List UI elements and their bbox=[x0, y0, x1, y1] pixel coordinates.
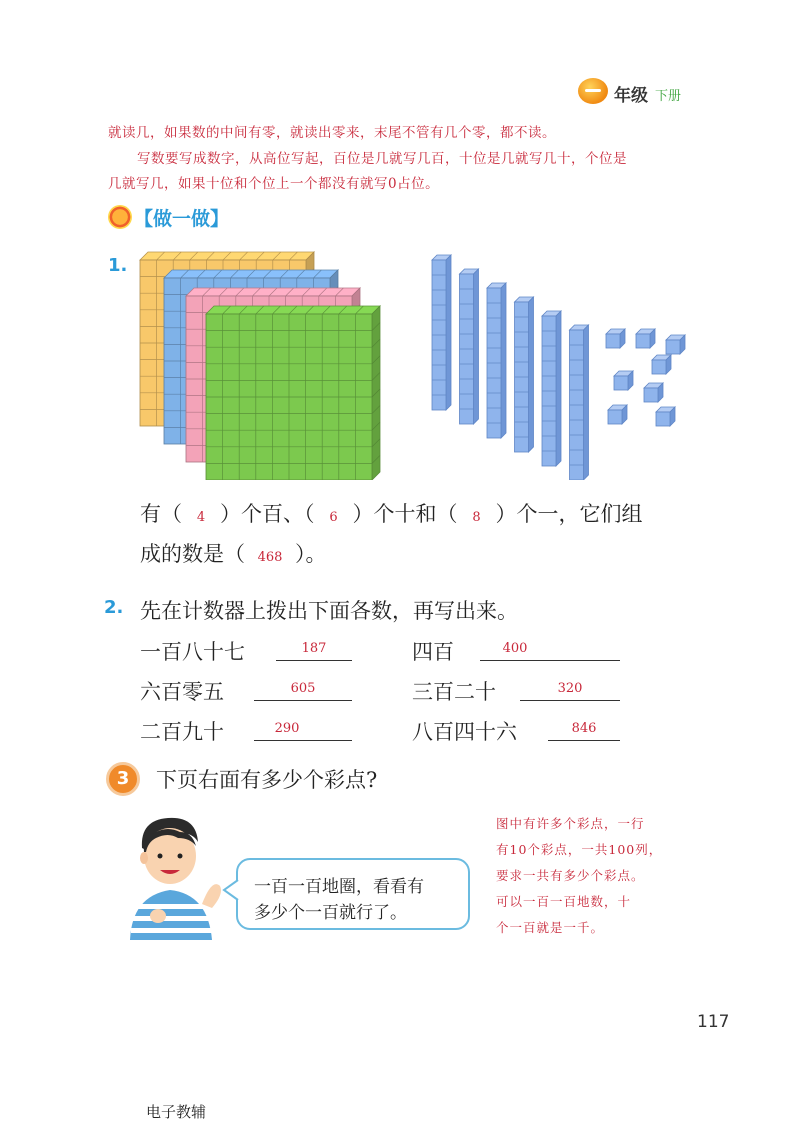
q2-blank-4 bbox=[520, 700, 620, 701]
answer-hundreds: 4 bbox=[196, 510, 206, 525]
q2-label-4: 三百二十 bbox=[412, 680, 496, 704]
q2-label-6: 八百四十六 bbox=[412, 720, 517, 744]
q1-text-4: ）个一，它们组 bbox=[495, 502, 643, 526]
q2-blank-2 bbox=[480, 660, 620, 661]
q2-answer-3: 605 bbox=[290, 681, 316, 696]
question-3-number: 3 bbox=[106, 762, 140, 796]
bubble-line-1: 一百一百地圈，看看有 bbox=[254, 877, 424, 897]
q1-text-5: 成的数是（ bbox=[140, 542, 245, 566]
note-line-2: 写数要写成数字，从高位写起，百位是几就写几百，十位是几就写几十，个位是 bbox=[137, 151, 627, 167]
q2-answer-4: 320 bbox=[557, 681, 583, 696]
unit-cubes bbox=[606, 329, 685, 426]
note-line-3: 几就写几，如果十位和个位上一个都没有就写0占位。 bbox=[108, 176, 440, 192]
q2-blank-3 bbox=[254, 700, 352, 701]
speech-bubble-tail bbox=[222, 878, 240, 902]
answer-ones: 8 bbox=[472, 510, 481, 525]
q2-blank-5 bbox=[254, 740, 352, 741]
side-note-line-1: 图中有许多个彩点，一行 bbox=[496, 816, 645, 831]
q1-text-3: ）个十和（ bbox=[352, 502, 458, 526]
hundred-flats bbox=[140, 252, 380, 480]
unit-cube bbox=[608, 405, 627, 424]
q1-text-6: ）。 bbox=[295, 542, 327, 566]
q2-label-1: 一百八十七 bbox=[140, 640, 245, 664]
unit-cube bbox=[666, 335, 685, 354]
q2-label-2: 四百 bbox=[412, 640, 454, 664]
ten-rod bbox=[487, 283, 506, 438]
ten-rod bbox=[515, 297, 534, 452]
grade-badge-icon bbox=[578, 78, 608, 104]
bubble-line-2: 多少个一百就行了。 bbox=[254, 903, 407, 923]
grade-label: 年级 bbox=[614, 86, 648, 106]
ten-rods bbox=[432, 255, 589, 480]
unit-cube bbox=[636, 329, 655, 348]
q2-blank-6 bbox=[548, 740, 620, 741]
q1-line2 bbox=[140, 538, 327, 568]
hundred-flat bbox=[206, 306, 380, 480]
q1-text-1: 有（ bbox=[140, 502, 182, 526]
q2-blank-1 bbox=[276, 660, 352, 661]
q2-label-3: 六百零五 bbox=[140, 680, 224, 704]
unit-cube bbox=[614, 371, 633, 390]
note-line-1: 就读几，如果数的中间有零，就读出零来，末尾不管有几个零，都不读。 bbox=[108, 125, 556, 141]
q2-answer-5: 290 bbox=[274, 721, 300, 736]
side-note-line-3: 要求一共有多少个彩点。 bbox=[496, 868, 645, 883]
unit-cube bbox=[606, 329, 625, 348]
sun-icon bbox=[108, 205, 132, 229]
footer-label: 电子教辅 bbox=[146, 1103, 207, 1121]
q2-answer-6: 846 bbox=[571, 721, 597, 736]
ten-rod bbox=[432, 255, 451, 410]
page-number: 117 bbox=[697, 1012, 730, 1032]
section-title: 【做一做】 bbox=[134, 208, 230, 230]
answer-tens: 6 bbox=[329, 510, 338, 525]
base-ten-blocks bbox=[130, 250, 700, 480]
question-2-prompt: 先在计数器上拨出下面各数，再写出来。 bbox=[140, 599, 518, 623]
unit-cube bbox=[656, 407, 675, 426]
answer-number: 468 bbox=[257, 550, 283, 565]
ten-rod bbox=[542, 311, 561, 466]
q2-answer-2: 400 bbox=[502, 641, 528, 656]
question-2-number: 2. bbox=[104, 597, 124, 618]
boy-illustration bbox=[120, 808, 240, 940]
q2-label-5: 二百九十 bbox=[140, 720, 224, 744]
side-note-line-2: 有10个彩点，一共100列， bbox=[496, 842, 663, 857]
q1-line1 bbox=[140, 498, 643, 528]
unit-cube bbox=[644, 383, 663, 402]
question-1-number: 1. bbox=[108, 255, 128, 276]
q2-answer-1: 187 bbox=[301, 641, 327, 656]
question-3-prompt: 下页右面有多少个彩点? bbox=[156, 768, 378, 792]
ten-rod bbox=[460, 269, 479, 424]
q1-text-2: ）个百、（ bbox=[220, 502, 315, 526]
side-note-line-4: 可以一百一百地数，十 bbox=[496, 894, 632, 909]
side-note-line-5: 个一百就是一千。 bbox=[496, 920, 605, 935]
grade-volume: 下册 bbox=[655, 89, 682, 104]
unit-cube bbox=[652, 355, 671, 374]
ten-rod bbox=[570, 325, 589, 480]
